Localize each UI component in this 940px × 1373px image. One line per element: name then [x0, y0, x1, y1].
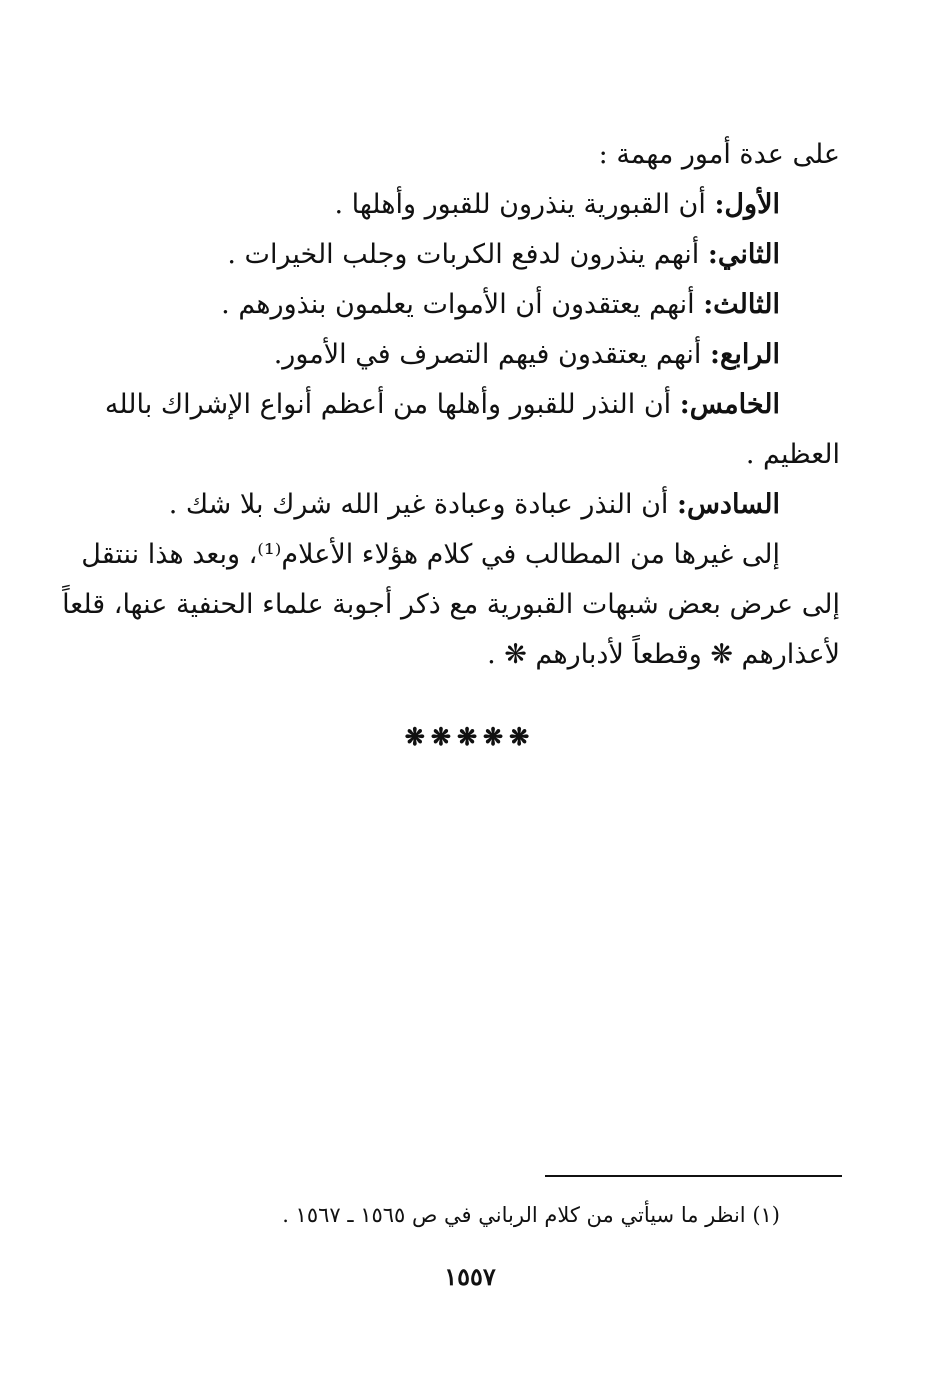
list-item-second [227, 237, 780, 273]
list-item-fifth [105, 387, 780, 423]
item-text: أنهم يعتقدون أن الأموات يعلمون بنذورهم . [221, 289, 704, 320]
paragraph-line-3: لأعذارهم ❋ وقطعاً لأدبارهم ❋ . [487, 639, 840, 670]
footnote-divider [545, 1175, 842, 1177]
item-label: الأول: [714, 189, 780, 220]
list-item-sixth [169, 487, 780, 523]
section-separator: ❋❋❋❋❋ [404, 722, 536, 751]
intro-line: على عدة أمور مهمة : [598, 139, 840, 170]
list-item-fifth-continuation: العظيم . [745, 439, 840, 470]
item-label: الثالث: [703, 289, 780, 320]
list-item-fourth [274, 337, 780, 373]
item-label: السادس: [677, 489, 780, 520]
list-item-third [221, 287, 780, 323]
item-text: أنهم يعتقدون فيهم التصرف في الأمور. [273, 339, 711, 370]
item-label: الخامس: [679, 389, 780, 420]
item-text: أن النذر عبادة وعبادة غير الله شرك بلا شك . [168, 489, 677, 520]
footnote: (١) انظر ما سيأتي من كلام الرباني في ص ١٥٦٥ ـ ١٥٦٧ . [282, 1203, 780, 1227]
item-label: الرابع: [710, 339, 780, 370]
item-label: الثاني: [707, 239, 780, 270]
list-item-first [334, 187, 780, 223]
item-text: أنهم ينذرون لدفع الكربات وجلب الخيرات . [227, 239, 708, 270]
item-text: أن النذر للقبور وأهلها من أعظم أنواع الإشراك بالله [104, 389, 680, 420]
page-number: ١٥٥٧ [444, 1262, 496, 1291]
item-text: أن القبورية ينذرون للقبور وأهلها . [334, 189, 715, 220]
paragraph-line-2: إلى عرض بعض شبهات القبورية مع ذكر أجوبة علماء الحنفية عنها، قلعاً [62, 589, 840, 620]
paragraph-line-1: إلى غيرها من المطالب في كلام هؤلاء الأعلام⁽¹⁾، وبعد هذا ننتقل [81, 539, 780, 570]
